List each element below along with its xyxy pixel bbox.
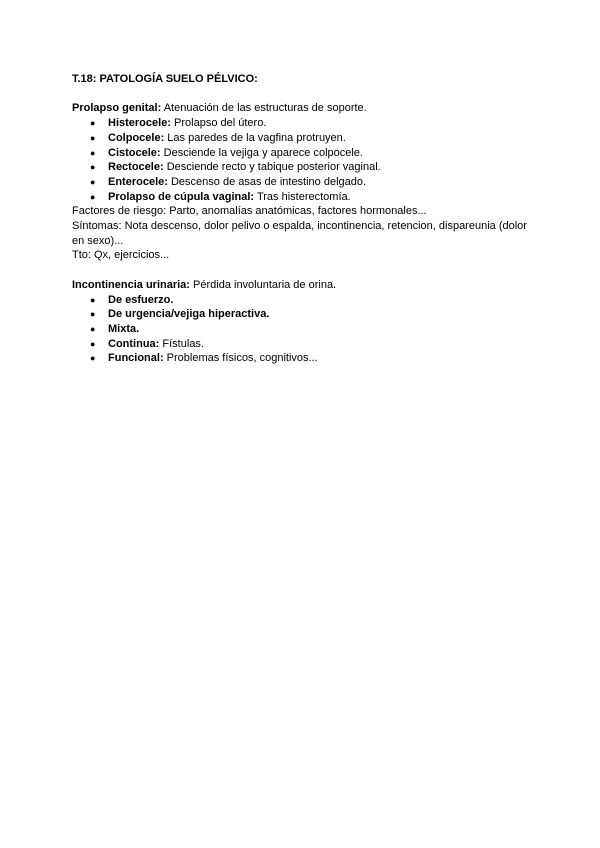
incontinencia-description: Pérdida involuntaria de orina. <box>189 278 337 291</box>
document-title: T.18: PATOLOGÍA SUELO PÉLVICO: <box>72 73 258 85</box>
list-item-text: Fístulas. <box>159 337 204 350</box>
list-item-text: Tras histerectomía. <box>254 190 351 203</box>
list-item <box>72 160 532 175</box>
list-item-text: Prolapso del útero. <box>170 117 267 130</box>
incontinencia-heading-line <box>72 278 532 293</box>
list-item <box>72 307 532 322</box>
bullet-icon: ● <box>90 132 96 143</box>
list-item-term: Funcional: <box>108 352 164 365</box>
bullet-icon: ● <box>90 162 96 173</box>
list-item-term: Rectocele: <box>108 161 164 174</box>
bullet-icon: ● <box>90 309 96 320</box>
list-item-text: Las paredes de la vagfina protruyen. <box>164 131 346 144</box>
prolapso-list <box>72 116 532 204</box>
prolapso-heading: Prolapso genital: <box>72 102 162 115</box>
bullet-icon: ● <box>90 191 96 202</box>
sintomas-text: Síntomas: Nota descenso, dolor pelivo o espalda, incontinencia, retencion, dispareunia (dolor en sexo)... <box>72 220 527 247</box>
incontinencia-list <box>72 293 532 367</box>
list-item-term: Mixta. <box>108 322 140 335</box>
bullet-icon: ● <box>90 147 96 158</box>
list-item <box>72 293 532 308</box>
list-item <box>72 351 532 366</box>
list-item-text: Descenso de asas de intestino delgado. <box>167 175 367 188</box>
incontinencia-heading: Incontinencia urinaria: <box>72 278 190 291</box>
bullet-icon: ● <box>90 353 96 364</box>
list-item <box>72 116 532 131</box>
list-item-term: Colpocele: <box>108 131 165 144</box>
list-item-term: Enterocele: <box>108 175 168 188</box>
prolapso-description: Atenuación de las estructuras de soporte. <box>161 102 367 115</box>
list-item <box>72 337 532 352</box>
section-spacer <box>72 263 532 278</box>
list-item-term: Continua: <box>108 337 160 350</box>
list-item-term: Cistocele: <box>108 146 161 159</box>
list-item-text: Desciende la vejiga y aparece colpocele. <box>160 146 363 159</box>
prolapso-heading-line <box>72 101 532 116</box>
list-item-text: Desciende recto y tabique posterior vaginal. <box>163 161 381 174</box>
list-item-term: Prolapso de cúpula vaginal: <box>108 190 255 203</box>
bullet-icon: ● <box>90 338 96 349</box>
tratamiento-text: Tto: Qx, ejercicios... <box>72 249 170 262</box>
list-item <box>72 131 532 146</box>
list-item <box>72 146 532 161</box>
list-item-term: De urgencia/vejiga hiperactiva. <box>108 308 270 321</box>
list-item-text: Problemas físicos, cognitivos... <box>163 352 318 365</box>
list-item <box>72 175 532 190</box>
bullet-icon: ● <box>90 118 96 129</box>
list-item <box>72 190 532 205</box>
bullet-icon: ● <box>90 176 96 187</box>
list-item-term: De esfuerzo. <box>108 293 174 306</box>
document-page <box>72 72 532 366</box>
list-item <box>72 322 532 337</box>
list-item-term: Histerocele: <box>108 117 171 130</box>
bullet-icon: ● <box>90 294 96 305</box>
riesgo-text: Factores de riesgo: Parto, anomalías anatómicas, factores hormonales... <box>72 205 427 218</box>
bullet-icon: ● <box>90 323 96 334</box>
